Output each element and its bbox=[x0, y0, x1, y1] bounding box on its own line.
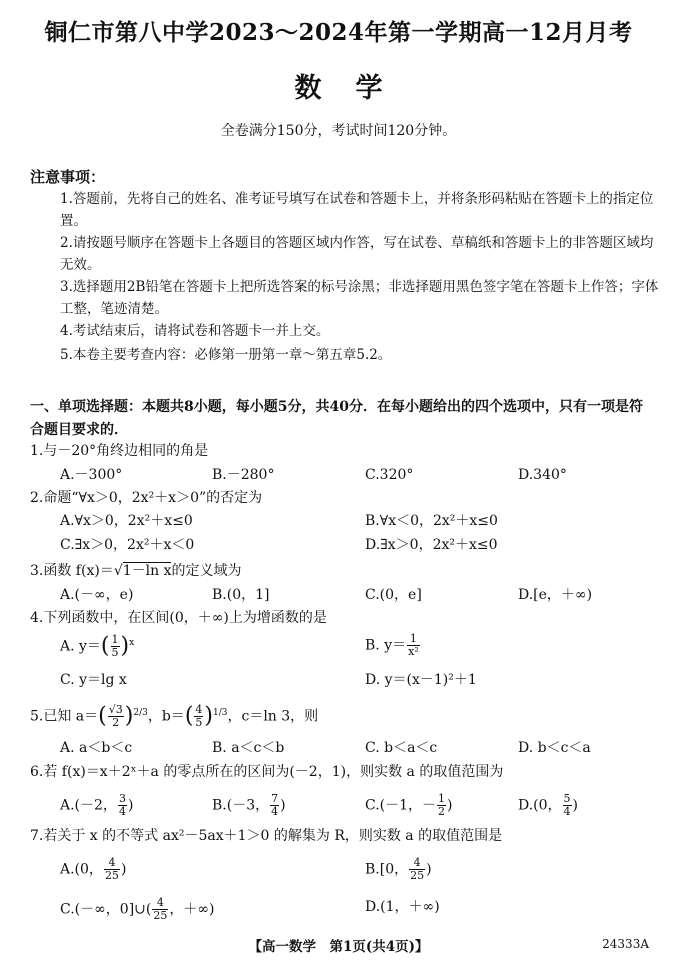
q6-option-a: A.(－2， $\frac{3}{4}$ ) bbox=[60, 792, 134, 818]
fraction: $\frac{1}{\text{x²}}$ bbox=[408, 632, 419, 658]
fraction: $\frac{4}{25}$ bbox=[153, 896, 168, 922]
fraction: $\frac{4}{25}$ bbox=[104, 856, 119, 882]
fraction: $\frac{1}{5}$ bbox=[111, 633, 119, 660]
q7-option-d: D.(1，＋∞) bbox=[365, 899, 440, 915]
q7-option-c: C.(－∞，0]∪( $\frac{4}{25}$ ，＋∞) bbox=[60, 896, 215, 922]
note-item: 4.考试结束后，请将试卷和答题卡一并上交。 bbox=[60, 323, 330, 339]
q4-option-d: D. y＝(x－1)²＋1 bbox=[365, 672, 477, 688]
q3-stem-pre: 3.函数 f(x)＝ bbox=[30, 563, 114, 579]
q4-option-b bbox=[365, 633, 421, 658]
question-1-stem: 1.与－20°角终边相同的角是 bbox=[30, 443, 209, 459]
fraction: $\frac{4}{5}$ bbox=[195, 703, 203, 730]
fraction: $\frac{4}{25}$ bbox=[410, 856, 425, 882]
q4-option-a: A. y＝( $\frac{1}{5}$ )$^x$ bbox=[60, 633, 135, 660]
q3-option-d: D.[e，＋∞) bbox=[518, 587, 593, 603]
q5-a-exponent: 2/3 bbox=[133, 708, 148, 718]
q5-option-b: B. a＜c＜b bbox=[212, 740, 285, 756]
q5-option-a: A. a＜b＜c bbox=[60, 740, 133, 756]
q1-option-b: B.－280° bbox=[212, 467, 275, 483]
q2-option-b: B.∀x＜0，2x²＋x≤0 bbox=[365, 513, 498, 529]
sqrt-icon: √ bbox=[113, 563, 123, 579]
note-item: 3.选择题用2B铅笔在答题卡上把所选答案的标号涂黑；非选择题用黑色签字笔在答题卡上作答；字体工整，笔迹清楚。 bbox=[60, 279, 659, 317]
q6-option-b: B.(－3， $\frac{7}{4}$ ) bbox=[212, 792, 286, 818]
q1-option-d: D.340° bbox=[518, 467, 567, 483]
section-heading: 一、单项选择题：本题共8小题，每小题5分，共40分．在每小题给出的四个选项中，只有一项是符合题目要求的． bbox=[30, 399, 643, 438]
q3-option-a: A.(－∞，e) bbox=[60, 587, 134, 603]
note-item: 1.答题前，先将自己的姓名、准考证号填写在试卷和答题卡上，并将条形码粘贴在答题卡上的指定位置。 bbox=[60, 191, 654, 229]
q1-option-a: A.－300° bbox=[60, 467, 123, 483]
fraction: $\frac{√3}{2}$ bbox=[108, 703, 123, 730]
notes-heading: 注意事项： bbox=[30, 168, 106, 186]
q7-option-a: A.(0， $\frac{4}{25}$ ) bbox=[60, 856, 127, 882]
question-5-stem: 5.已知 a＝( $\frac{√3}{2}$ )$^{2/3}$，b＝( $\frac{4}{5}$ )$^{1/3}$，c＝ln 3，则 bbox=[30, 703, 319, 730]
q6-option-d: D.(0， $\frac{5}{4}$ ) bbox=[518, 792, 579, 818]
q3-radicand: 1－ln x bbox=[122, 563, 172, 579]
q5-stem-post: ，c＝ln 3，则 bbox=[227, 708, 319, 725]
question-6-stem: 6.若 f(x)＝x＋2ˣ＋a 的零点所在的区间为(－2，1)，则实数 a 的取值范围为 bbox=[30, 764, 504, 780]
q5-option-c: C. b＜a＜c bbox=[365, 740, 438, 756]
question-4-stem: 4.下列函数中，在区间(0，＋∞)上为增函数的是 bbox=[30, 610, 327, 626]
exam-info: 全卷满分150分，考试时间120分钟。 bbox=[220, 123, 457, 139]
q2-option-a: A.∀x＞0，2x²＋x≤0 bbox=[60, 513, 193, 529]
page-footer: 【高一数学 第1页(共4页)】 bbox=[248, 939, 429, 955]
exam-title: 铜仁市第八中学2023～2024年第一学期高一12月月考 bbox=[44, 19, 633, 46]
q7-option-b: B.[0， $\frac{4}{25}$ ) bbox=[365, 856, 432, 882]
q3-stem-post: 的定义域为 bbox=[171, 563, 242, 579]
q3-option-b: B.(0，1] bbox=[212, 587, 270, 603]
q2-option-c: C.∃x＞0，2x²＋x＜0 bbox=[60, 537, 195, 553]
question-2-stem: 2.命题“∀x＞0，2x²＋x＞0”的否定为 bbox=[30, 490, 263, 506]
fraction: $\frac{3}{4}$ bbox=[118, 792, 126, 818]
question-3-stem bbox=[30, 561, 241, 581]
q4-option-c: C. y＝lg x bbox=[60, 672, 127, 688]
q4-b-prefix: B. y＝ bbox=[365, 637, 407, 654]
q5-stem-mid: ，b＝ bbox=[147, 708, 185, 725]
q3-option-c: C.(0，e] bbox=[365, 587, 422, 603]
q4-a-exponent: x bbox=[129, 638, 135, 648]
note-item: 5.本卷主要考查内容：必修第一册第一章～第五章5.2。 bbox=[60, 347, 392, 363]
q1-option-c: C.320° bbox=[365, 467, 414, 483]
question-7-stem: 7.若关于 x 的不等式 ax²－5ax＋1＞0 的解集为 R，则实数 a 的取值范围是 bbox=[30, 828, 503, 844]
q4-a-prefix: A. y＝ bbox=[60, 638, 101, 655]
fraction: $\frac{5}{4}$ bbox=[563, 792, 571, 818]
note-item: 2.请按题号顺序在答题卡上各题目的答题区域内作答，写在试卷、草稿纸和答题卡上的非答题区域均无效。 bbox=[60, 235, 654, 273]
fraction: $\frac{7}{4}$ bbox=[271, 792, 279, 818]
q5-option-d: D. b＜c＜a bbox=[518, 740, 591, 756]
fraction: $\frac{1}{2}$ bbox=[438, 792, 446, 818]
q6-option-c: C.(－1，－ $\frac{1}{2}$ ) bbox=[365, 792, 453, 818]
paper-code: 24333A bbox=[602, 937, 649, 951]
subject-title: 数学 bbox=[294, 73, 417, 104]
q5-stem-pre: 5.已知 a＝ bbox=[30, 708, 99, 725]
q5-b-exponent: 1/3 bbox=[213, 708, 228, 718]
q2-option-d: D.∃x＞0，2x²＋x≤0 bbox=[365, 537, 498, 553]
